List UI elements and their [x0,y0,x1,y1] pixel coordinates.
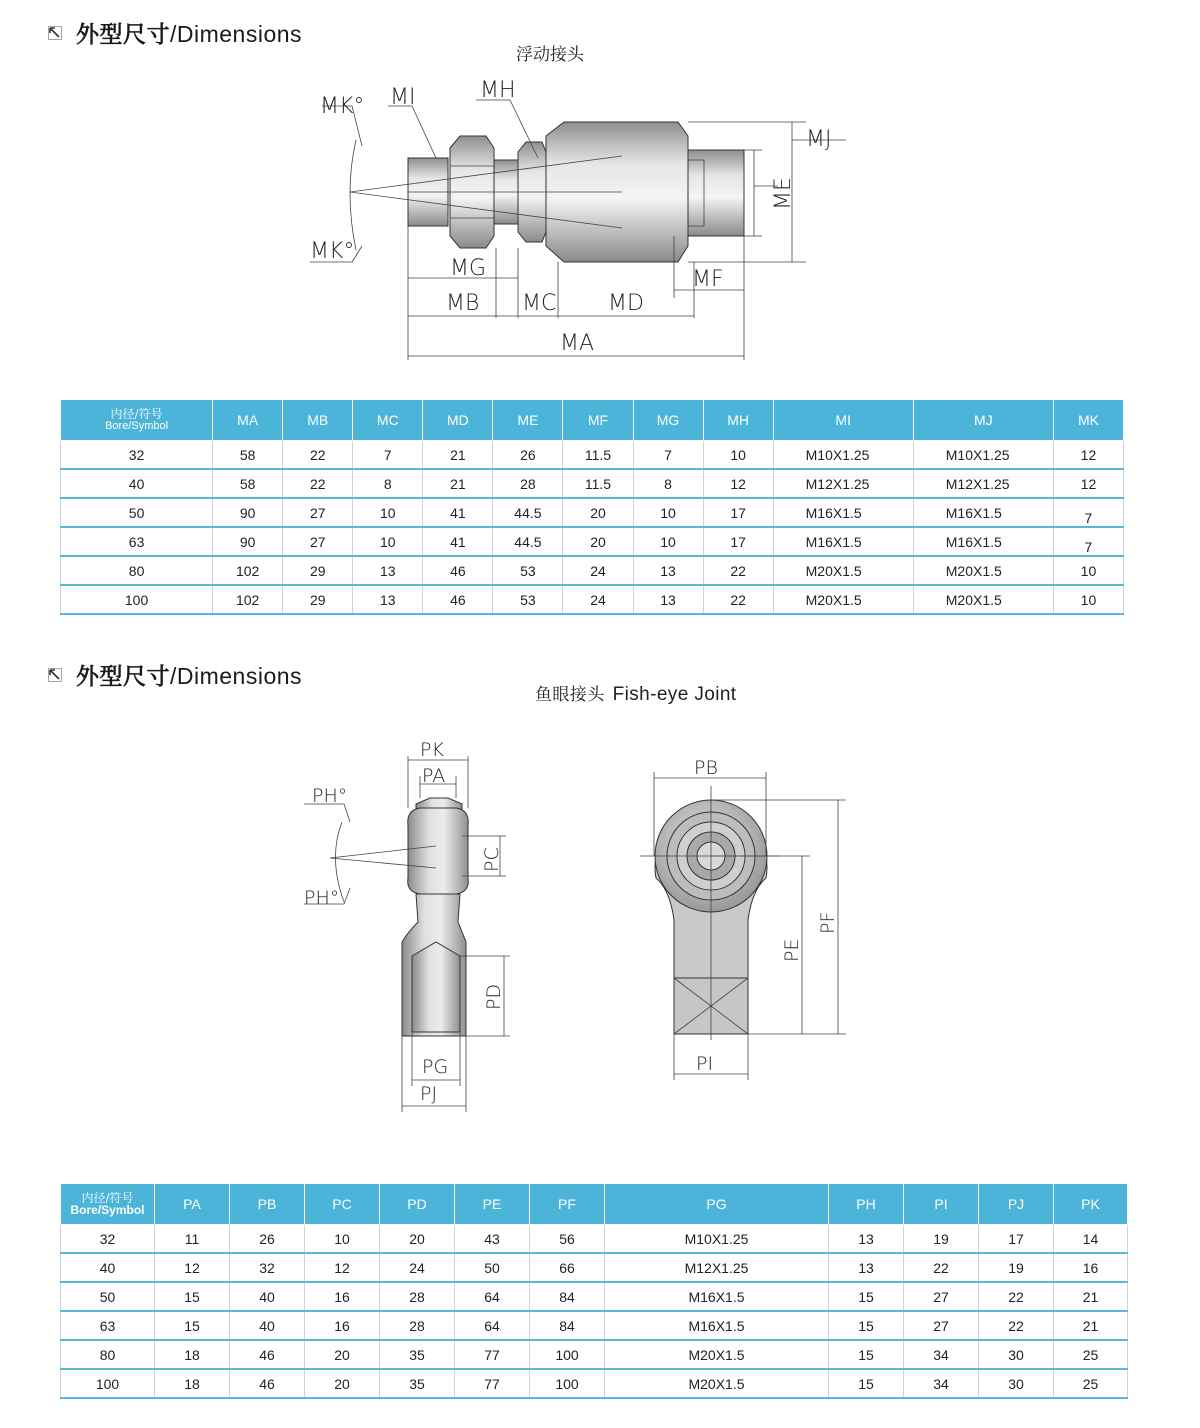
label-pb: PB [694,757,718,779]
label-mk-bottom: MK° [310,239,355,264]
label-mc: MC [522,291,557,316]
table-header-row [61,1184,1128,1225]
header-mj: MJ [913,400,1053,441]
cell: 7 [1053,498,1123,527]
table-row [61,469,1124,498]
cell: 27 [283,498,353,527]
header-pa: PA [155,1184,230,1225]
cell: 7 [1053,527,1123,556]
cell: M12X1.25 [913,469,1053,498]
cell: 100 [61,1369,155,1398]
cell: 63 [61,1311,155,1340]
section2-title: 外型尺寸/Dimensions [76,663,303,689]
cell: 25 [1054,1340,1128,1369]
cell: 84 [530,1311,605,1340]
cell: M12X1.25 [605,1253,829,1282]
cell: 7 [353,441,423,470]
header-me: ME [493,400,563,441]
cell: 27 [904,1282,979,1311]
cell: 30 [979,1369,1054,1398]
cell: 29 [283,556,353,585]
label-mg: MG [450,256,487,281]
cell: 58 [213,469,283,498]
cell: 80 [61,1340,155,1369]
cell: M16X1.5 [913,527,1053,556]
cell: 46 [230,1369,305,1398]
header-mh: MH [703,400,773,441]
cell: 12 [1053,441,1123,470]
cell: 10 [633,498,703,527]
cell: 11 [155,1225,230,1254]
cell: 21 [1054,1311,1128,1340]
cell: 53 [493,556,563,585]
cell: 15 [155,1282,230,1311]
cell: 56 [530,1225,605,1254]
cell: 10 [305,1225,380,1254]
header-pj: PJ [979,1184,1054,1225]
corner-arrow-icon [48,26,62,40]
cell: 26 [493,441,563,470]
cell: 58 [213,441,283,470]
cell: 18 [155,1340,230,1369]
header-pc: PC [305,1184,380,1225]
header-mi: MI [773,400,913,441]
cell: 21 [423,469,493,498]
cell: 10 [1053,585,1123,614]
cell: 14 [1054,1225,1128,1254]
cell: 28 [380,1311,455,1340]
table-header-row [61,400,1124,441]
cell: 20 [305,1340,380,1369]
cell: 20 [305,1369,380,1398]
cell: 15 [829,1311,904,1340]
header-mc: MC [353,400,423,441]
cell: 22 [703,556,773,585]
cell: 24 [563,556,633,585]
cell: 100 [530,1369,605,1398]
label-pa: PA [422,765,446,787]
cell: 27 [904,1311,979,1340]
table-row [61,585,1124,614]
label-pc: PC [481,847,503,872]
cell: M20X1.5 [773,556,913,585]
label-me: ME [771,177,796,210]
label-pk: PK [420,739,444,761]
header-md: MD [423,400,493,441]
cell: 15 [155,1311,230,1340]
cell: 100 [61,585,213,614]
cell: 40 [61,469,213,498]
cell: 25 [1054,1369,1128,1398]
cell: 46 [423,585,493,614]
cell: M20X1.5 [913,556,1053,585]
table-row [61,441,1124,470]
section2-heading [48,658,302,691]
fish-eye-table [60,1183,1128,1399]
header-mf: MF [563,400,633,441]
cell: 32 [61,441,213,470]
cell: 21 [423,441,493,470]
cell: 41 [423,498,493,527]
cell: 22 [904,1253,979,1282]
cell: 18 [155,1369,230,1398]
header-mk: MK [1053,400,1123,441]
cell: 77 [455,1340,530,1369]
label-pi: PI [696,1053,714,1075]
header-pi: PI [904,1184,979,1225]
cell: M10X1.25 [773,441,913,470]
cell: M20X1.5 [773,585,913,614]
cell: 10 [633,527,703,556]
cell: 35 [380,1369,455,1398]
cell: 12 [1053,469,1123,498]
cell: M12X1.25 [773,469,913,498]
table-row [61,1311,1128,1340]
label-ph-top: PH° [312,785,348,807]
label-pj: PJ [420,1083,438,1105]
cell: 8 [633,469,703,498]
cell: 24 [380,1253,455,1282]
cell: 102 [213,585,283,614]
cell: 21 [1054,1282,1128,1311]
floating-joint-drawing [290,70,870,370]
label-mf: MF [692,267,724,292]
header-bore-symbol: 内径/符号 Bore/Symbol [61,1184,155,1225]
fish-eye-front-drawing [630,750,860,1090]
cell: 64 [455,1311,530,1340]
cell: 27 [283,527,353,556]
cell: 24 [563,585,633,614]
cell: 10 [1053,556,1123,585]
cell: 40 [61,1253,155,1282]
label-mb: MB [446,291,480,316]
header-mb: MB [283,400,353,441]
cell: M16X1.5 [605,1311,829,1340]
cell: 26 [230,1225,305,1254]
floating-joint-table [60,399,1124,615]
cell: 20 [563,498,633,527]
header-pd: PD [380,1184,455,1225]
cell: 12 [305,1253,380,1282]
cell: 28 [380,1282,455,1311]
floating-joint-caption: 浮动接头 [516,45,584,65]
header-ma: MA [213,400,283,441]
table-row [61,1253,1128,1282]
cell: 64 [455,1282,530,1311]
cell: 32 [61,1225,155,1254]
header-pf: PF [530,1184,605,1225]
cell: 28 [493,469,563,498]
label-ph-bottom: PH° [304,887,340,909]
label-pd: PD [483,983,505,1010]
fish-eye-side-drawing [300,736,520,1116]
cell: 90 [213,527,283,556]
label-pg: PG [422,1056,449,1078]
cell: 8 [353,469,423,498]
cell: M16X1.5 [605,1282,829,1311]
cell: 90 [213,498,283,527]
cell: M10X1.25 [913,441,1053,470]
header-pb: PB [230,1184,305,1225]
label-pe: PE [781,938,803,962]
label-md: MD [608,291,644,316]
corner-arrow-icon [48,668,62,682]
cell: 22 [283,441,353,470]
cell: 35 [380,1340,455,1369]
cell: 29 [283,585,353,614]
section1-title: 外型尺寸/Dimensions [76,21,303,47]
section1-heading [48,16,302,49]
cell: 66 [530,1253,605,1282]
cell: 13 [633,556,703,585]
cell: 13 [353,556,423,585]
cell: 17 [703,498,773,527]
cell: M16X1.5 [773,527,913,556]
cell: 22 [283,469,353,498]
cell: 13 [633,585,703,614]
cell: 15 [829,1282,904,1311]
cell: 44.5 [493,498,563,527]
table-row [61,1282,1128,1311]
cell: 10 [703,441,773,470]
cell: 16 [305,1282,380,1311]
label-ma: MA [560,331,595,356]
header-mg: MG [633,400,703,441]
table-row [61,527,1124,556]
cell: 46 [230,1340,305,1369]
header-pe: PE [455,1184,530,1225]
cell: 13 [829,1253,904,1282]
cell: 20 [563,527,633,556]
cell: 63 [61,527,213,556]
cell: M20X1.5 [605,1369,829,1398]
cell: 20 [380,1225,455,1254]
cell: 40 [230,1311,305,1340]
cell: 50 [61,1282,155,1311]
cell: 11.5 [563,441,633,470]
label-mh: MH [480,78,516,103]
cell: 80 [61,556,213,585]
cell: 11.5 [563,469,633,498]
cell: 15 [829,1369,904,1398]
cell: 7 [633,441,703,470]
cell: M10X1.25 [605,1225,829,1254]
cell: 13 [353,585,423,614]
cell: 17 [979,1225,1054,1254]
cell: 34 [904,1369,979,1398]
cell: 22 [979,1311,1054,1340]
cell: 12 [155,1253,230,1282]
cell: 16 [305,1311,380,1340]
cell: 15 [829,1340,904,1369]
cell: 41 [423,527,493,556]
cell: M20X1.5 [913,585,1053,614]
cell: 10 [353,498,423,527]
cell: 46 [423,556,493,585]
cell: 50 [455,1253,530,1282]
table-row [61,1369,1128,1398]
cell: 19 [979,1253,1054,1282]
cell: 77 [455,1369,530,1398]
table-row [61,556,1124,585]
cell: 19 [904,1225,979,1254]
label-mi: MI [390,85,416,110]
cell: 22 [703,585,773,614]
cell: 44.5 [493,527,563,556]
cell: 13 [829,1225,904,1254]
header-pk: PK [1054,1184,1128,1225]
label-mk-top: MK° [320,94,365,119]
cell: 102 [213,556,283,585]
header-bore-symbol: 内径/符号 Bore/Symbol [61,400,213,441]
cell: 43 [455,1225,530,1254]
cell: 53 [493,585,563,614]
label-mj: MJ [806,127,832,152]
table-row [61,498,1124,527]
table-row [61,1340,1128,1369]
cell: M20X1.5 [605,1340,829,1369]
cell: 17 [703,527,773,556]
cell: 22 [979,1282,1054,1311]
cell: 100 [530,1340,605,1369]
cell: 12 [703,469,773,498]
fish-eye-caption: 鱼眼接头 Fish-eye Joint [535,684,737,705]
header-ph: PH [829,1184,904,1225]
cell: 30 [979,1340,1054,1369]
cell: 16 [1054,1253,1128,1282]
label-pf: PF [817,911,839,934]
cell: 10 [353,527,423,556]
cell: 84 [530,1282,605,1311]
cell: 34 [904,1340,979,1369]
cell: 32 [230,1253,305,1282]
table-row [61,1225,1128,1254]
cell: M16X1.5 [773,498,913,527]
cell: 40 [230,1282,305,1311]
cell: 50 [61,498,213,527]
header-pg: PG [605,1184,829,1225]
cell: M16X1.5 [913,498,1053,527]
